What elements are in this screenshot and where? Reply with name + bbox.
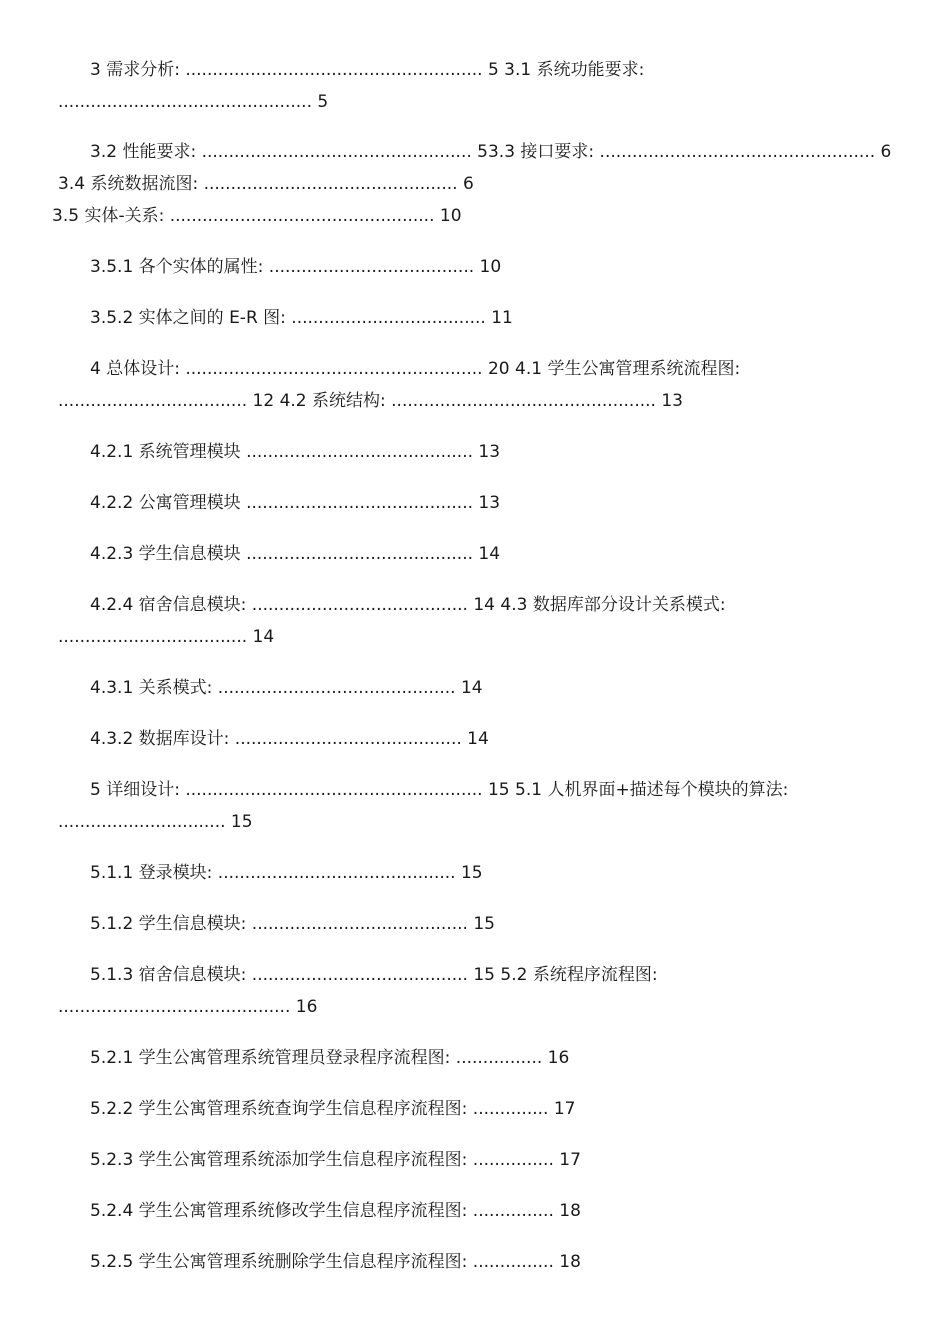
toc-entry-4-2-2: 4.2.2 公寓管理模块 .......................................... 13 — [90, 493, 501, 513]
toc-entry-5-2-2: 5.2.2 学生公寓管理系统查询学生信息程序流程图: .............. 17 — [90, 1099, 576, 1119]
toc-entry-5-1-2: 5.1.2 学生信息模块: ........................................ 15 — [90, 914, 495, 934]
toc-entry-4-2-3: 4.2.3 学生信息模块 .......................................... 14 — [90, 544, 501, 564]
toc-entry-3: 3 需求分析: ....................................................... 5 3.1 系统功能要求: ............................................... 5 — [58, 60, 645, 112]
toc-entry-4-3-2: 4.3.2 数据库设计: .......................................... 14 — [90, 729, 489, 749]
toc-entry-4: 4 总体设计: ....................................................... 20 4.1 学生公寓管理系统流程图: ................................... 12 4.2 系统结构: ................................................. 13 — [58, 359, 741, 411]
toc-entry-5-2-3: 5.2.3 学生公寓管理系统添加学生信息程序流程图: ............... 17 — [90, 1150, 581, 1170]
toc-entry-5: 5 详细设计: ....................................................... 15 5.1 人机界面+描述每个模块的算法: ............................... 15 — [58, 780, 789, 832]
toc-entry-3-5-1: 3.5.1 各个实体的属性: ...................................... 10 — [90, 257, 502, 277]
toc-entry-5-2-4: 5.2.4 学生公寓管理系统修改学生信息程序流程图: ............... 18 — [90, 1201, 581, 1221]
toc-entry-4-2-1: 4.2.1 系统管理模块 .......................................... 13 — [90, 442, 501, 462]
toc-entry-3-5-2: 3.5.2 实体之间的 E-R 图: .................................... 11 — [90, 308, 513, 328]
toc-entry-5-2-5: 5.2.5 学生公寓管理系统删除学生信息程序流程图: ............... 18 — [90, 1252, 581, 1272]
toc-entry-4-3-1: 4.3.1 关系模式: ............................................ 14 — [90, 678, 483, 698]
toc-entry-3-5: 3.5 实体-关系: ................................................. 10 — [52, 206, 462, 226]
toc-entry-3-2: 3.2 性能要求: .................................................. 53.3 接口要求: ................................................... 6 3.4 系统数据流图: ............................................... 6 — [58, 142, 892, 194]
toc-entry-4-2-4: 4.2.4 宿舍信息模块: ........................................ 14 4.3 数据库部分设计关系模式: ................................... 14 — [58, 595, 726, 647]
toc-entry-5-2-1: 5.2.1 学生公寓管理系统管理员登录程序流程图: ................ 16 — [90, 1048, 570, 1068]
toc-entry-5-1-1: 5.1.1 登录模块: ............................................ 15 — [90, 863, 483, 883]
toc-entry-5-1-3: 5.1.3 宿舍信息模块: ........................................ 15 5.2 系统程序流程图: ........................................... 16 — [58, 965, 658, 1017]
